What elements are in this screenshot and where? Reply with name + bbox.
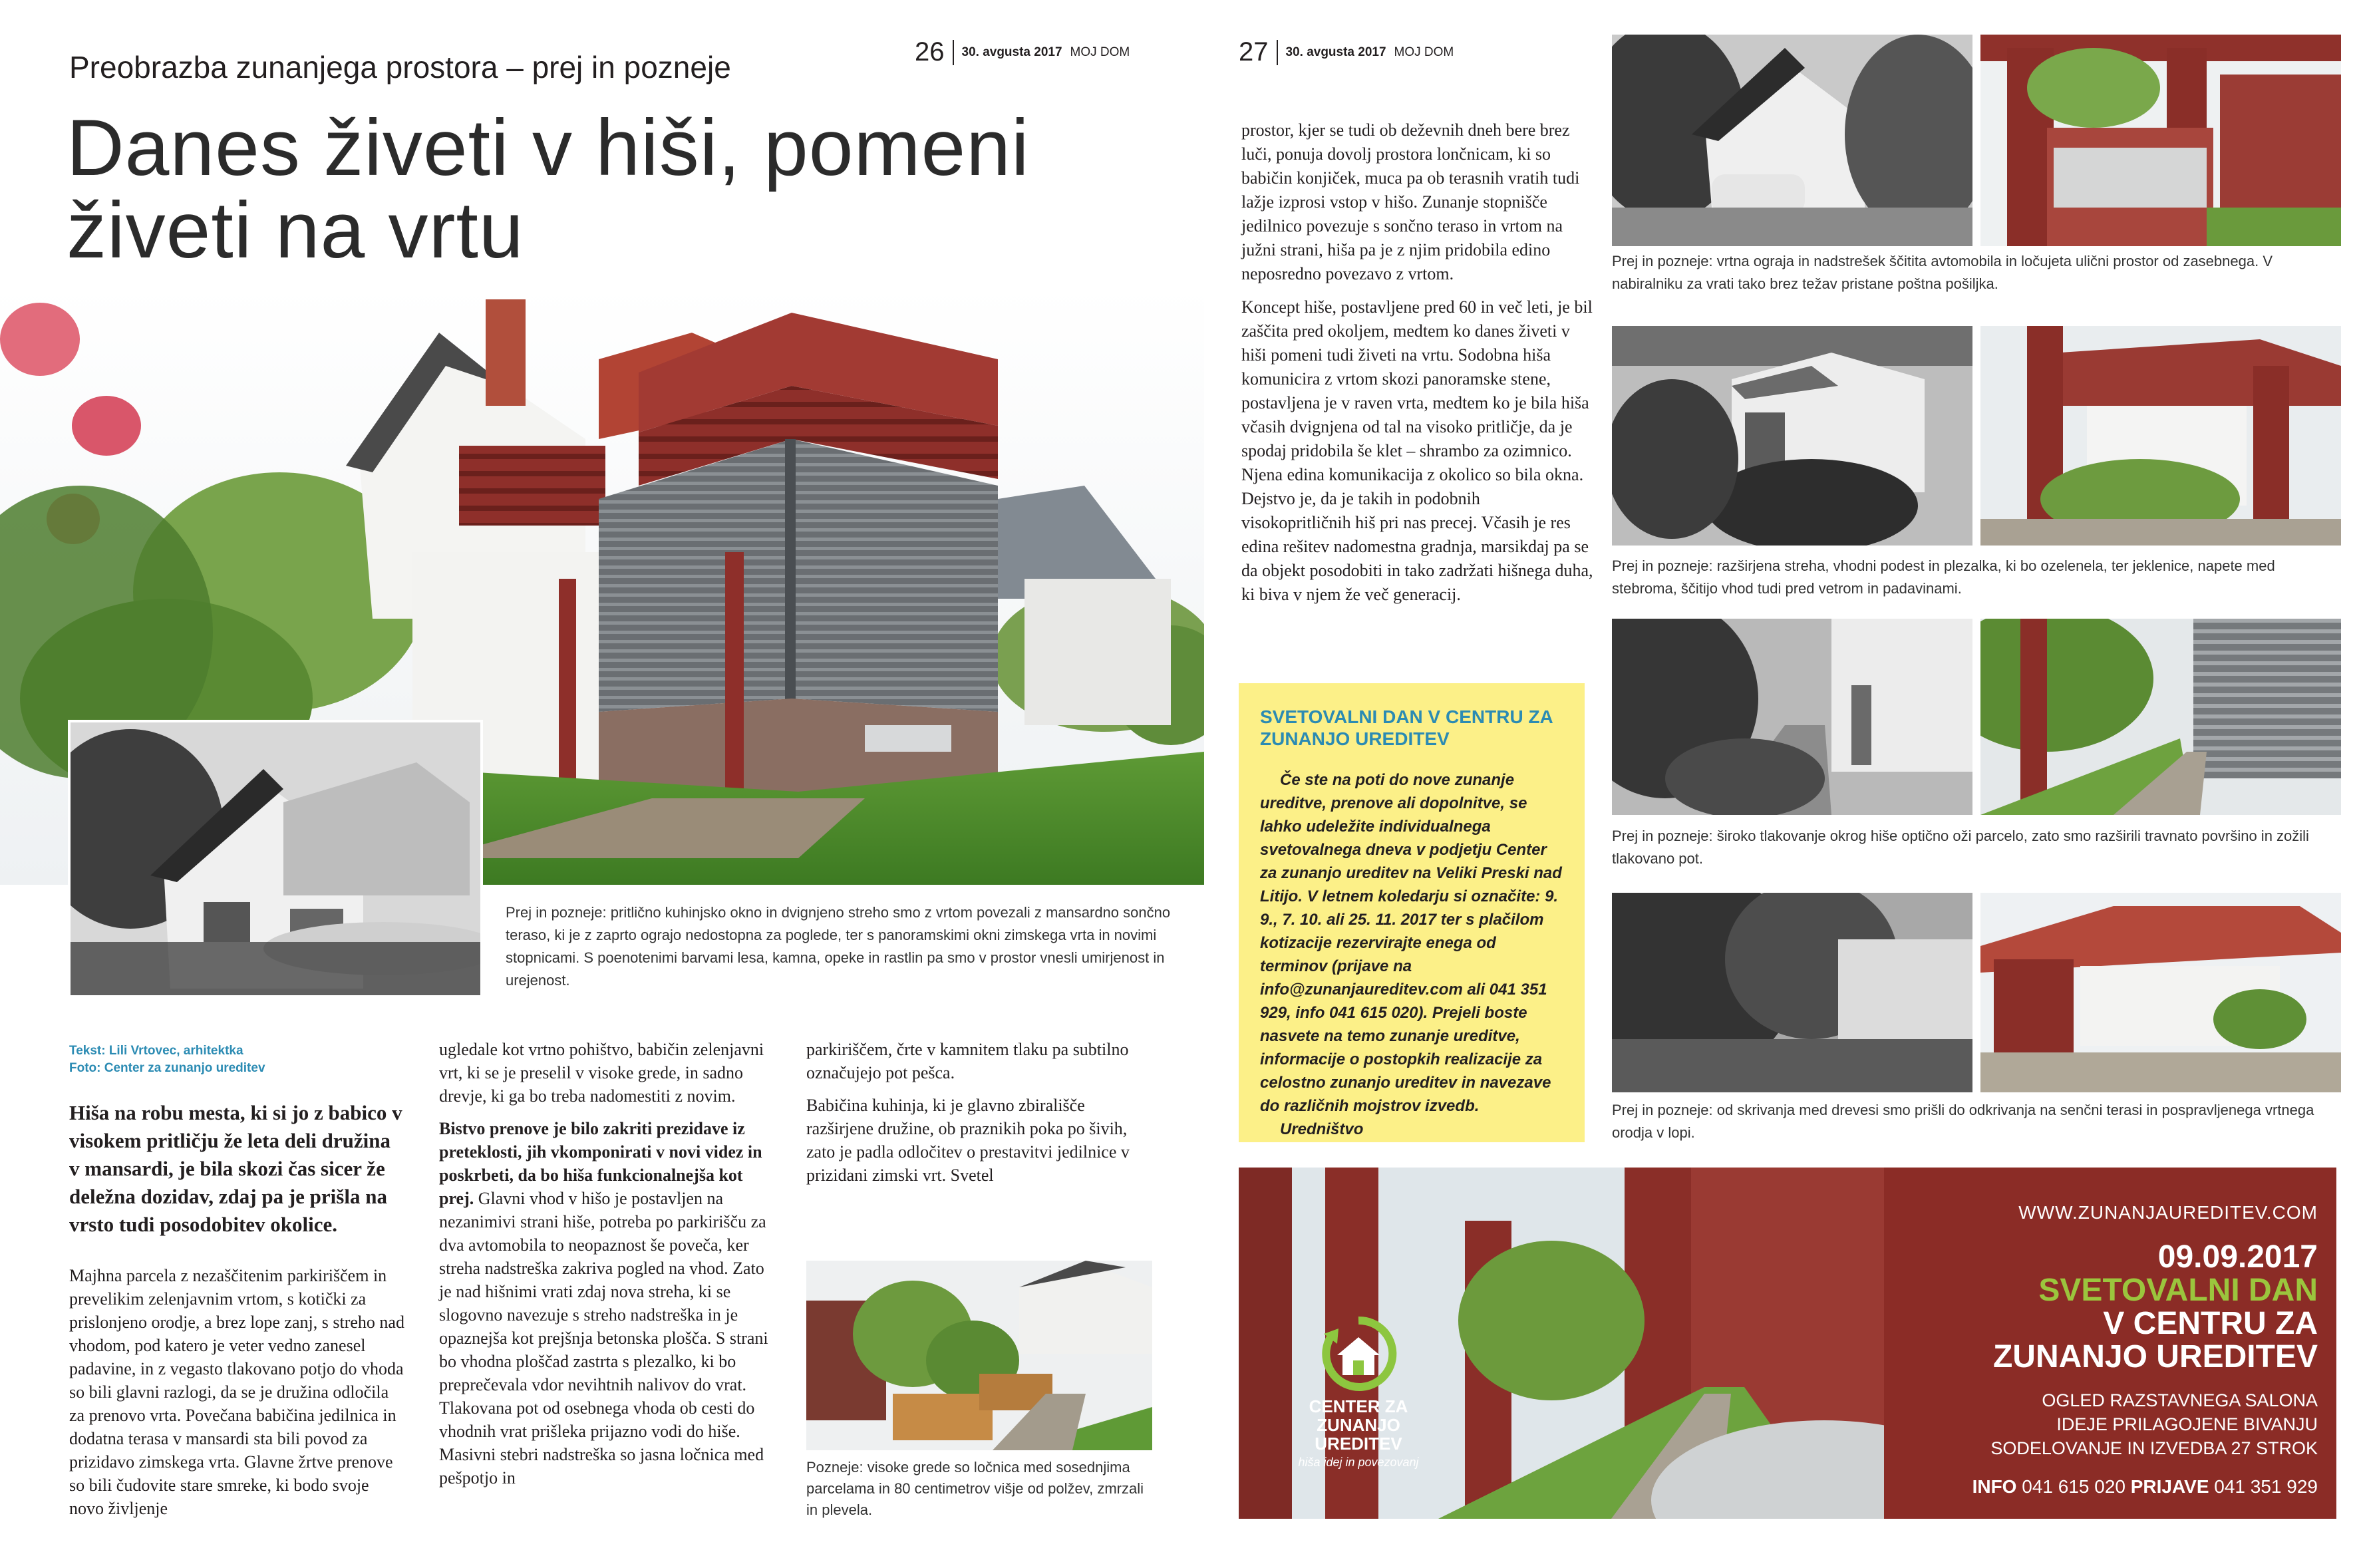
paragraph: prostor, kjer se tudi ob deževnih dneh bere brez luči, ponuja dovolj prostora lončnicam, ki so babičin konjiček, muca pa ob terasnih vratih tudi lažje izprosi vstop v hišo. Zunanje stopnišče jedilnico povezuje s sončno teraso in vrtom na južni strani, hiša pa je z njim pridobila edino neposredno povezavo z vrtom. (1241, 120, 1580, 283)
ad-prijave-number[interactable]: 041 351 929 (2214, 1476, 2318, 1497)
header-divider (1277, 40, 1278, 65)
photo-caption-1: Prej in pozneje: vrtna ograja in nadstrešek ščitita avtomobila in ločujeta ulični prostor od zasebnega. V nabiralniku za vrati tako brez težav pristane poštna pošiljka. (1612, 253, 2273, 292)
article-lead: Hiša na robu mesta, ki si jo z babico v visokem pritličju že leta deli družina v mansardi, je bila skozi čas sicer že deležna dozidav, zdaj pa je prišla na vrsto tudi posodobitev okolice. (69, 1101, 402, 1236)
emphasis: Bistvo prenove je bilo zakriti prezidave iz preteklosti, jih vkomponirati v novi videz in poskrbeti, da bo hiša funkcionalnejša kot prej. (439, 1119, 762, 1208)
photo-credit: Foto: Center za zunanjo ureditev (69, 1061, 265, 1075)
page-date: 30. avgusta 2017 (961, 45, 1062, 59)
article-kicker: Preobrazba zunanjega prostora – prej in pozneje (69, 50, 731, 84)
ad-info-number[interactable]: 041 615 020 (2022, 1476, 2125, 1497)
paragraph: Babičina kuhinja, ki je glavno zbirališče razširjene družine, ob praznikih poka po šivih, zato je padla odločitev o prestavitvi jedilnice v prizidani zimski vrt. Svetel (806, 1096, 1130, 1185)
after-photo-3 (1980, 619, 2341, 815)
header-divider (953, 40, 954, 65)
page-header-right (1239, 37, 1454, 67)
after-photo-2 (1980, 326, 2341, 546)
paragraph: Koncept hiše, postavljene pred 60 in več leti, je bil zaščita pred okoljem, medtem ko danes živeti v hiši pomeni tudi živeti na vrtu. Sodobna hiša komunicira z vrtom skozi panoramske stene, postavljena je v raven vrta, medtem ko je bila hiša včasih dvignjena od tal na visoko pritličje, da je spodaj pridobila še klet – shrambo za ozimnico. Njena edina komunikacija z okolico so bila okna. Dejstvo je, da je takih in podobnih visokopritličnih hiš pri nas precej. Včasih je res edina rešitev nadomestna gradnja, marsikdaj pa se da objekt posodobiti in tako zadržati hišnega duha, ki biva v njem že več generacij. (1241, 297, 1593, 604)
before-photo-2 (1612, 326, 1972, 546)
paragraph: ugledale kot vrtno pohištvo, babičin zelenjavni vrt, ki se je preselil v visoke grede, in sadno drevje, ki ga bo treba nadomestiti z novim. (439, 1040, 764, 1106)
paragraph: Majhna parcela z nezaščitenim parkiriščem in prevelikim zelenjavnim vrtom, s kotički za prislonjeno orodje, a brez lope zanj, s streho nad vhodom, pod katero je veter vedno zanesel padavine, in z vegasto tlakovano potjo do vhoda so bili glavni razlogi, da se je družina odločila za prenovo vrta. Povečana babičina jedilnica in dodatna terasa v mansardi sta bili povod za prizidavo zimskega vrta. Glavne žrtve prenove so bili čudovite stare smreke, ki bodo svoje novo življenje (69, 1266, 404, 1518)
before-photo-1 (1612, 35, 1972, 246)
ad-prijave-label: PRIJAVE (2130, 1476, 2209, 1497)
photo-caption-2: Prej in pozneje: razširjena streha, vhodni podest in plezalka, ki bo ozelenela, ter jeklenice, napete med stebroma, ščitijo vhod tudi pred vetrom in padavinami. (1612, 557, 2275, 597)
paragraph-text: Glavni vhod v hišo je postavljen na nezanimivi strani hiše, potreba po parkirišču za dva avtomobila to neopaznost še poveča, ker streha nadstreška zakriva pogled na vhod. Zato je nad hišnimi vrati zdaj nova streha, ki se slogovno navezuje s streho nadstreška in je opaznejša kot prejšnja betonska plošča. S strani bo vhodna ploščad zastrta s plezalko, ki bo preprečevala vdor nevihtnih nalivov do vrat. Tlakovana pot od osebnega vhoda ob cesti do vhodnih vrat prišleka prijazno vodi do hiše. Masivni stebri nadstreška so jasna ločnica med pešpotjo in (439, 1189, 768, 1488)
ad-sub-1: OGLED RAZSTAVNEGA SALONA (2042, 1390, 2318, 1410)
column-2 (439, 1038, 772, 1490)
ad-info-label: INFO (1972, 1476, 2017, 1497)
raised-beds-caption: Pozneje: visoke grede so ločnica med sosednjima parcelama in 80 centimetrov višje od polžev, zmrzali in plevela. (806, 1459, 1144, 1518)
text-credit: Tekst: Lili Vrtovec, arhitektka (69, 1044, 243, 1058)
page-header-left (915, 37, 1130, 67)
before-house-photo (68, 720, 483, 998)
ad-headline-2: V CENTRU ZA (2103, 1306, 2318, 1341)
headline-line-2: živeti na vrtu (67, 186, 524, 275)
ad-sub-2: IDEJE PRILAGOJENE BIVANJU (2056, 1414, 2318, 1434)
info-box (1239, 683, 1585, 1142)
logo-text-2: ZUNANJO UREDITEV (1315, 1415, 1402, 1454)
page-number: 26 (915, 37, 945, 67)
ad-red-panel (1884, 1168, 2336, 1519)
info-box-signature: Uredništvo (1280, 1120, 1364, 1138)
info-box-body (1260, 768, 1563, 1141)
column-4 (1241, 118, 1594, 616)
ad-headline-3: ZUNANJO UREDITEV (1992, 1339, 2318, 1374)
advertisement (1239, 1168, 2336, 1519)
before-photo-3 (1612, 619, 1972, 815)
after-photo-4 (1980, 893, 2341, 1092)
article-credits (69, 1042, 375, 1077)
ad-headline-1: SVETOVALNI DAN (2038, 1273, 2318, 1308)
section-name: MOJ DOM (1394, 45, 1454, 59)
column-1 (69, 1264, 405, 1529)
headline-line-1: Danes živeti v hiši, pomeni (67, 103, 1030, 192)
info-box-text: Če ste na poti do nove zunanje ureditve, prenove ali dopolnitve, se lahko udeležite individualnega svetovalnega dneva v podjetju Center za zunanjo ureditev na Veliki Preski nad Litijo. V letnem koledarju si označite: 9. 9., 7. 10. ali 25. 11. 2017 ter s plačilom kotizacije rezervirajte enega od terminov (prijave na info@zunanjaureditev.com ali 041 351 929, info 041 615 020). Prejeli boste nasvete na temo zunanje ureditve, informacije o postopkih realizacije za celostno zunanjo ureditev in navezave do različnih mojstrov izvedb. (1260, 771, 1562, 1115)
logo-house-icon (1319, 1314, 1398, 1394)
ad-url[interactable]: WWW.ZUNANJAUREDITEV.COM (2018, 1202, 2318, 1223)
section-name: MOJ DOM (1070, 45, 1130, 59)
headline (67, 103, 1030, 275)
ad-contact (1884, 1476, 2318, 1497)
photo-caption-3: Prej in pozneje: široko tlakovanje okrog hiše optično oži parcelo, zato smo razširili travnato površino in zožili tlakovano pot. (1612, 828, 2309, 867)
raised-beds-photo (806, 1261, 1152, 1450)
main-photo-caption: Prej in pozneje: pritlično kuhinjsko okno in dvignjeno streho smo z vrtom povezali z mansardno sončno teraso, ki je z zaprto ograjo nedostopna za poglede, ter s panoramskimi okni zimskega vrta in novimi stopnicami. S poenotenimi barvami lesa, kamna, opeke in rastlin pa smo v prostor vnesli umirjenost in urejenost. (506, 904, 1171, 989)
column-3 (806, 1038, 1139, 1196)
page-date: 30. avgusta 2017 (1285, 45, 1386, 59)
page-number: 27 (1239, 37, 1269, 67)
logo-text-1: CENTER ZA (1309, 1396, 1408, 1416)
before-photo-4 (1612, 893, 1972, 1092)
after-photo-1 (1980, 35, 2341, 246)
paragraph: parkiriščem, črte v kamnitem tlaku pa subtilno označujejo pot pešca. (806, 1040, 1129, 1082)
ad-date: 09.09.2017 (2157, 1239, 2318, 1275)
ad-sub-3: SODELOVANJE IN IZVEDBA 27 STROK (1990, 1438, 2318, 1458)
ad-logo (1272, 1314, 1445, 1470)
paragraph (439, 1117, 772, 1490)
logo-tagline: hiša idej in povezovanj (1298, 1456, 1419, 1469)
info-box-title: SVETOVALNI DAN V CENTRU ZA ZUNANJO UREDITEV (1260, 706, 1553, 749)
photo-caption-4: Prej in pozneje: od skrivanja med drevesi smo prišli do odkrivanja na senčni terasi in pospravljenega vrtnega orodja v lopi. (1612, 1102, 2314, 1141)
